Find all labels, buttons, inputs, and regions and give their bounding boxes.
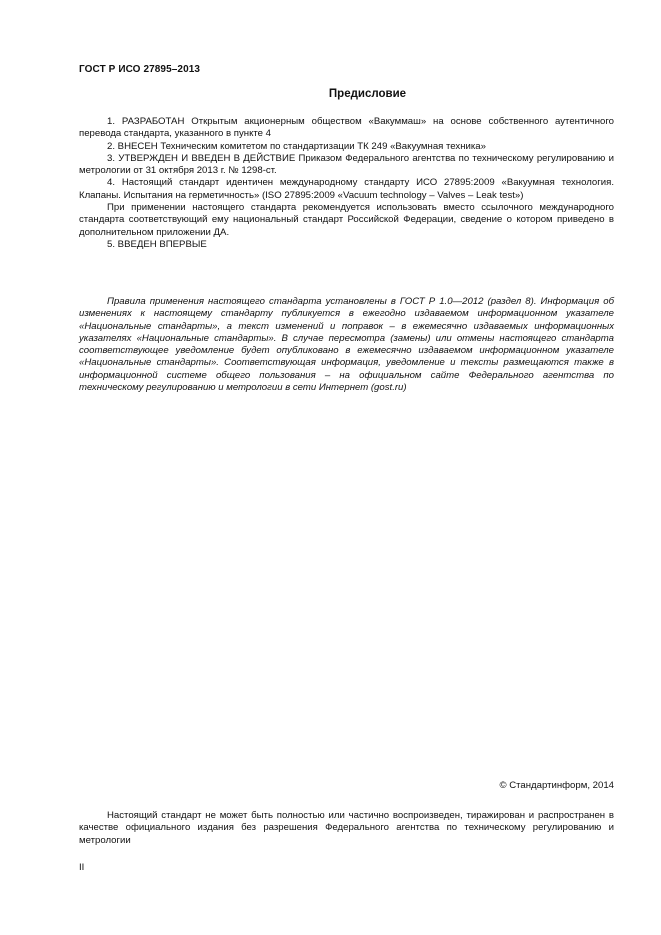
copyright-line: © Стандартинформ, 2014	[499, 780, 614, 791]
page-title: Предисловие	[328, 88, 407, 100]
preface-item-application-note: При применении настоящего стандарта рекомендуется использовать вместо ссылочного международного стандарта соответствующий ему национальный стандарт Российской Федерации, сведение о котором приведено в дополнительном приложении ДА.	[79, 202, 614, 238]
preface-item-approved: 3. УТВЕРЖДЕН И ВВЕДЕН В ДЕЙСТВИЕ Приказом Федерального агентства по техническому регулированию и метрологии от 31 октября 2013 г. № 1298-ст.	[79, 152, 614, 177]
preface-item-introduced: 5. ВВЕДЕН ВПЕРВЫЕ	[107, 238, 207, 250]
preface-item-developed: 1. РАЗРАБОТАН Открытым акционерным обществом «Вакуммаш» на основе собственного аутентичного перевода стандарта, указанного в пункте 4	[79, 116, 614, 140]
standard-id-header: ГОСТ Р ИСО 27895–2013	[79, 64, 201, 75]
preface-body	[79, 116, 614, 251]
page-number: II	[79, 862, 85, 873]
preface-item-identical: 4. Настоящий стандарт идентичен международному стандарту ИСО 27895:2009 «Вакуумная технология. Клапаны. Испытания на герметичность» (ISO 27895:2009 «Vacuum technology – Valves – Leak test»)	[79, 177, 614, 201]
reproduction-notice: Настоящий стандарт не может быть полностью или частично воспроизведен, тиражирован и распространен в качестве официального издания без разрешения Федерального агентства по техническому регулированию и метрологии	[79, 810, 614, 846]
application-rules-notice: Правила применения настоящего стандарта установлены в ГОСТ Р 1.0—2012 (раздел 8). Информация об изменениях к настоящему стандарту публикуется в ежегодно издаваемом информационном указателе «Национальные стандарты», а текст изменений и поправок – в ежемесячно издаваемых информационных указателях «Национальные стандарты». В случае пересмотра (замены) или отмены настоящего стандарта соответствующее уведомление будет опубликовано в ежемесячно издаваемом информационном указателе «Национальные стандарты». Соответствующая информация, уведомление и тексты размещаются также в информационной системе общего пользования – на официальном сайте Федерального агентства по техническому регулированию и метрологии в сети Интернет (gost.ru)	[79, 296, 614, 394]
preface-item-submitted: 2. ВНЕСЕН Техническим комитетом по стандартизации ТК 249 «Вакуумная техника»	[107, 140, 486, 152]
